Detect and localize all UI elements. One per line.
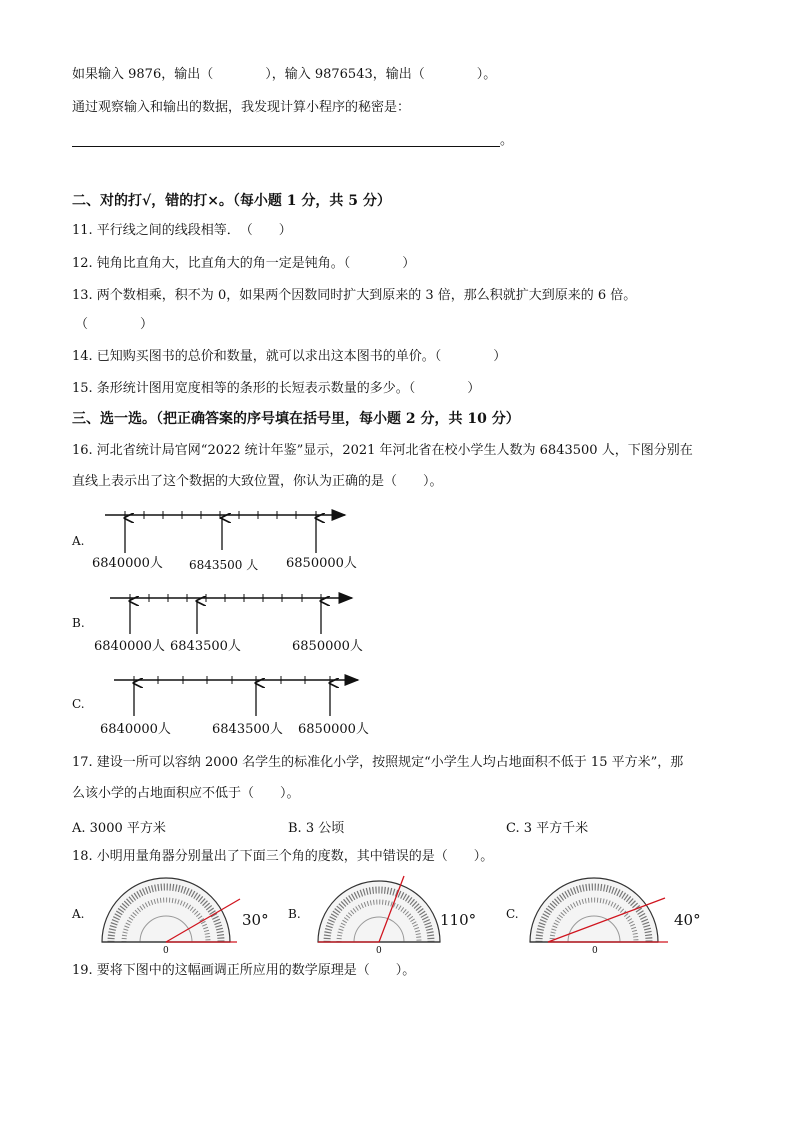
fill-in-line-2: 通过观察输入和输出的数据，我发现计算小程序的秘密是： (72, 100, 411, 115)
line-c-label-2: 6843500人 (212, 722, 283, 737)
protractor-a-angle: 30° (242, 911, 269, 929)
question-15: 15. 条形统计图用宽度相等的条形的长短表示数量的多少。（ ） (72, 381, 481, 396)
protractor-b-angle: 110° (440, 911, 477, 929)
question-14: 14. 已知购买图书的总价和数量，就可以求出这本图书的单价。（ ） (72, 349, 507, 364)
line-b-label-1: 6840000人 (94, 639, 165, 654)
protractor-c (506, 878, 701, 956)
protractor-b-option: B. (288, 907, 301, 921)
line-b-label-2: 6843500人 (170, 639, 241, 654)
section3-heading: 三、选一选。（把正确答案的序号填在括号里，每小题 2 分，共 10 分） (72, 411, 520, 427)
line-a-label-1: 6840000人 (92, 556, 163, 571)
protractor-a (71, 878, 269, 956)
question-13-line1: 13. 两个数相乘，积不为 0，如果两个因数同时扩大到原来的 3 倍，那么积就扩大到原来的 6 倍。 (72, 288, 637, 303)
q17-option-a: A. 3000 平方米 (72, 821, 166, 836)
question-16-line1: 16. 河北省统计局官网“2022 统计年鉴”显示，2021 年河北省在校小学生人数为 6843500 人，下图分别在 (72, 443, 693, 458)
section2-heading: 二、对的打√，错的打×。（每小题 1 分，共 5 分） (72, 193, 391, 209)
line-c-label-1: 6840000人 (100, 722, 171, 737)
question-11: 11. 平行线之间的线段相等． （ ） (72, 223, 292, 238)
line-b-label-3: 6850000人 (292, 639, 363, 654)
protractor-a-option: A. (72, 907, 85, 921)
question-17-line2: 么该小学的占地面积应不低于（ ）。 (72, 786, 300, 801)
protractor-c-option: C. (506, 907, 519, 921)
fill-in-line-1: 如果输入 9876，输出（ ），输入 9876543，输出（ ）。 (72, 67, 497, 82)
q17-option-c: C. 3 平方千米 (506, 821, 589, 836)
question-16-line2: 直线上表示出了这个数据的大致位置，你认为正确的是（ ）。 (72, 474, 443, 489)
protractor-c-angle: 40° (674, 911, 701, 929)
protractor-c-zero: 0 (592, 946, 598, 956)
option-b-label: B. (72, 616, 85, 630)
question-12: 12. 钝角比直角大，比直角大的角一定是钝角。（ ） (72, 256, 416, 271)
protractor-a-zero: 0 (163, 946, 169, 956)
protractor-b (288, 876, 476, 956)
option-a-label: A. (72, 534, 85, 548)
q17-option-b: B. 3 公顷 (288, 821, 345, 836)
line-a-label-3: 6850000人 (286, 556, 357, 571)
answer-line-end: 。 (500, 133, 514, 148)
question-18: 18. 小明用量角器分别量出了下面三个角的度数，其中错误的是（ ）。 (72, 849, 494, 864)
question-17-line1: 17. 建设一所可以容纳 2000 名学生的标准化小学，按照规定“小学生人均占地面积不低于 15 平方米”，那 (72, 755, 684, 770)
option-c-label: C. (72, 697, 85, 711)
question-19: 19. 要将下图中的这幅画调正所应用的数学原理是（ ）。 (72, 963, 416, 978)
protractor-b-zero: 0 (376, 946, 382, 956)
line-c-label-3: 6850000人 (298, 722, 369, 737)
line-a-label-2: 6843500 人 (189, 558, 259, 572)
question-13-line2: （ ） (75, 317, 154, 332)
